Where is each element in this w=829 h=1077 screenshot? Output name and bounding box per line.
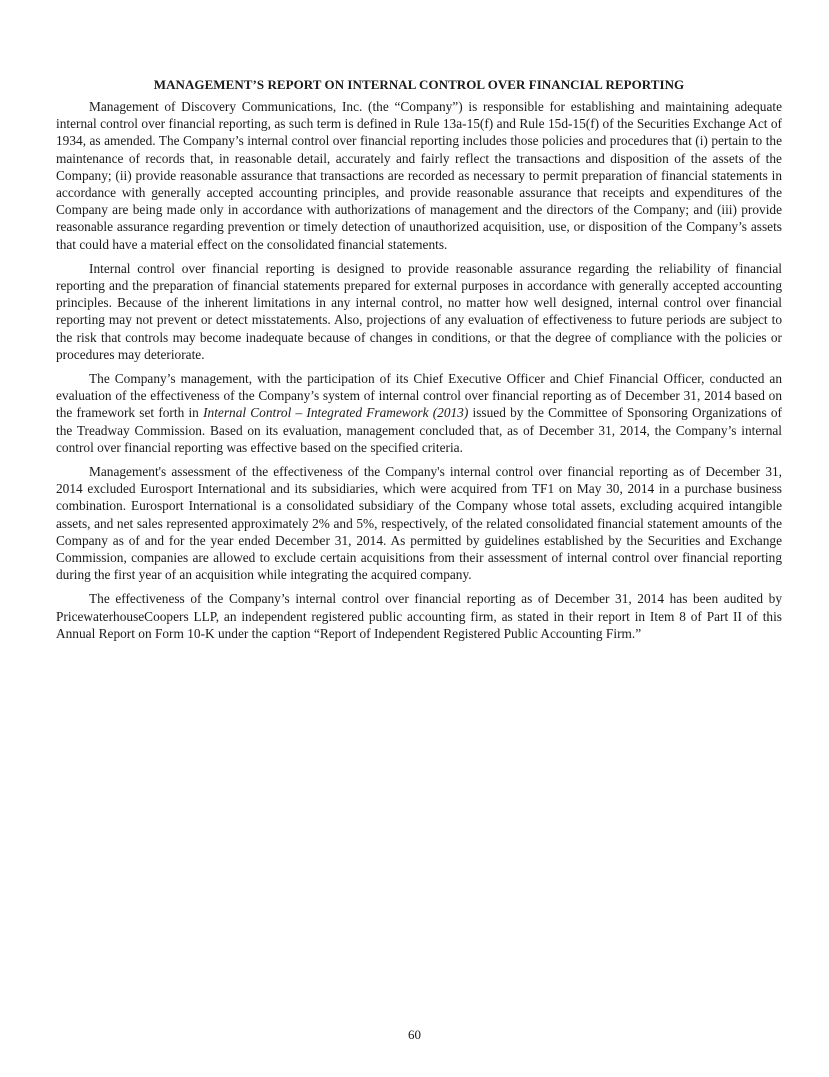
page-number: 60 (408, 1027, 421, 1042)
paragraph-evaluation-text-1: The Company’s management, with the participation of its Chief Executive Officer and Chief Financial Officer, conducted an evaluation of the effectiveness of the Company’s system of internal control over financial reporting as of December 31, 2014 based on the framework set forth in (56, 371, 782, 421)
paragraph-audit: The effectiveness of the Company’s internal control over financial reporting as of December 31, 2014 has been audited by PricewaterhouseCoopers LLP, an independent registered public accounting firm, as stated in their report in Item 8 of Part II of this Annual Report on Form 10-K under the caption “Report of Independent Registered Public Accounting Firm.” (56, 591, 782, 641)
paragraph-responsibility: Management of Discovery Communications, Inc. (the “Company”) is responsible for establishing and maintaining adequate internal control over financial reporting, as such term is defined in Rule 13a-15(f) and Rule 15d-15(f) of the Securities Exchange Act of 1934, as amended. The Company’s internal control over financial reporting includes those policies and procedures that (i) pertain to the maintenance of records that, in reasonable detail, accurately and fairly reflect the transactions and disposition of the assets of the Company; (ii) provide reasonable assurance that transactions are recorded as necessary to permit preparation of financial statements in accordance with generally accepted accounting principles, and provide reasonable assurance that receipts and expenditures of the Company are being made only in accordance with authorizations of management and the directors of the Company; and (iii) provide reasonable assurance regarding prevention or timely detection of unauthorized acquisition, use, or disposition of the Company’s assets that could have a material effect on the consolidated financial statements. (56, 99, 782, 252)
paragraph-evaluation-text-2: issued by the Committee of Sponsoring Organizations of the Treadway Commission. Based on its evaluation, management concluded that, as of December 31, 2014, the Company’s internal control over financial reporting was effective based on the specified criteria. (56, 405, 782, 455)
paragraph-limitations: Internal control over financial reporting is designed to provide reasonable assurance regarding the reliability of financial reporting and the preparation of financial statements prepared for external purposes in accordance with generally accepted accounting principles. Because of the inherent limitations in any internal control, no matter how well designed, internal control over financial reporting may not prevent or detect misstatements. Also, projections of any evaluation of effectiveness to future periods are subject to the risk that controls may become inadequate because of changes in conditions, or that the degree of compliance with the policies or procedures may deteriorate. (56, 260, 782, 362)
framework-title: Internal Control – Integrated Framework (2013) (203, 405, 469, 421)
document-page (56, 76, 782, 649)
report-title: MANAGEMENT’S REPORT ON INTERNAL CONTROL OVER FINANCIAL REPORTING (153, 77, 685, 92)
paragraph-exclusion: Management's assessment of the effectiveness of the Company's internal control over financial reporting as of December 31, 2014 excluded Eurosport International and its subsidiaries, which were acquired from TF1 on May 30, 2014 in a purchase business combination. Eurosport International is a consolidated subsidiary of the Company whose total assets, excluding acquired intangible assets, and net sales represented approximately 2% and 5%, respectively, of the related consolidated financial statement amounts of the Company as of and for the year ended December 31, 2014. As permitted by guidelines established by the Securities and Exchange Commission, companies are allowed to exclude certain acquisitions from their assessment of internal control over financial reporting during the first year of an acquisition while integrating the acquired company. (56, 464, 782, 583)
paragraph-evaluation (56, 370, 782, 456)
